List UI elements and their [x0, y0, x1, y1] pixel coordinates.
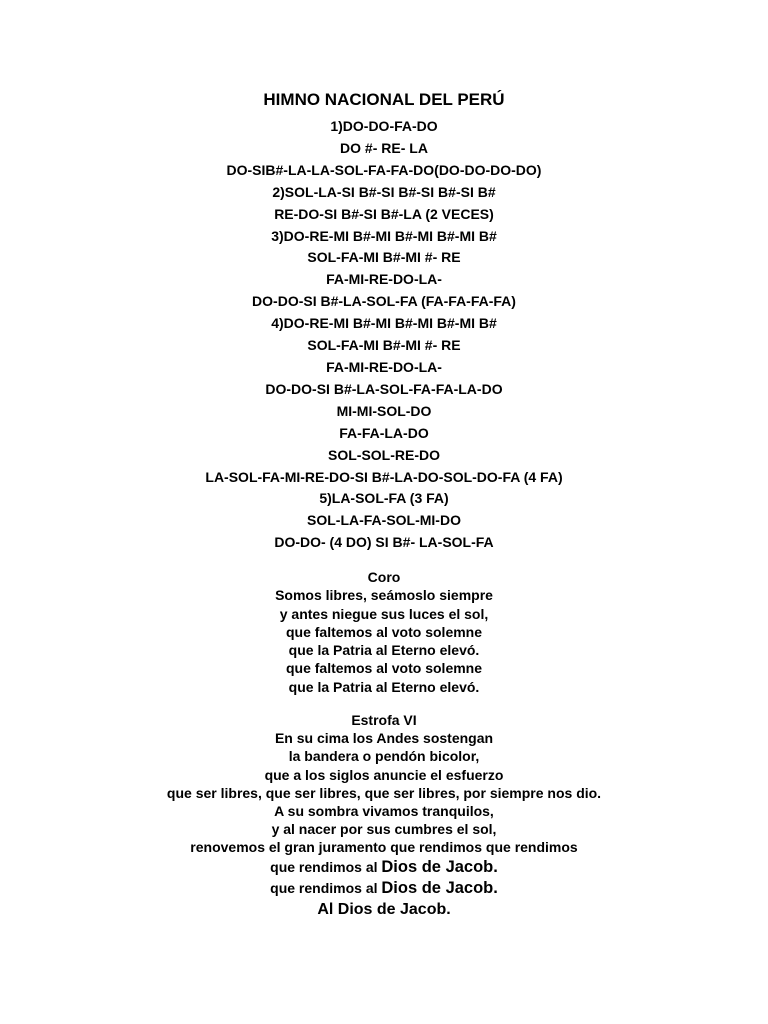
stanza-line: la bandera o pendón bicolor,: [288, 748, 480, 765]
notes-line: 5)LA-SOL-FA (3 FA): [319, 490, 449, 507]
page-title: HIMNO NACIONAL DEL PERÚ: [263, 90, 505, 109]
notes-line: SOL-LA-FA-SOL-MI-DO: [307, 512, 461, 529]
closing-prefix: que rendimos al: [270, 858, 382, 875]
notes-line: DO-DO- (4 DO) SI B#- LA-SOL-FA: [274, 534, 494, 551]
closing-emphasis: Dios de Jacob.: [381, 878, 498, 897]
chorus-line: que faltemos al voto solemne: [285, 623, 483, 640]
notes-line: FA-MI-RE-DO-LA-: [326, 271, 442, 288]
notes-line: 2)SOL-LA-SI B#-SI B#-SI B#-SI B#: [272, 183, 496, 200]
chorus-line: y antes niegue sus luces el sol,: [279, 605, 489, 622]
notes-line: SOL-SOL-RE-DO: [328, 446, 440, 463]
stanza-closing-line: [0, 857, 768, 878]
closing-prefix: que rendimos al: [270, 879, 382, 896]
chorus-line: que la Patria al Eterno elevó.: [288, 678, 480, 695]
chorus-line: que la Patria al Eterno elevó.: [288, 642, 480, 659]
stanza-line: que ser libres, que ser libres, que ser libres, por siempre nos dio.: [166, 784, 602, 801]
notes-line: DO #- RE- LA: [340, 139, 428, 156]
chorus-line: Somos libres, seámoslo siempre: [275, 587, 493, 604]
chorus-section: [0, 568, 768, 696]
notes-line: MI-MI-SOL-DO: [336, 402, 432, 419]
musical-notes-block: [0, 116, 768, 554]
notes-line: SOL-FA-MI B#-MI #- RE: [307, 337, 461, 354]
notes-line: LA-SOL-FA-MI-RE-DO-SI B#-LA-DO-SOL-DO-FA (4 FA): [205, 468, 563, 485]
notes-line: FA-MI-RE-DO-LA-: [326, 358, 442, 375]
stanza-line: A su sombra vivamos tranquilos,: [274, 803, 494, 820]
notes-line: DO-DO-SI B#-LA-SOL-FA-FA-LA-DO: [265, 380, 503, 397]
notes-line: SOL-FA-MI B#-MI #- RE: [307, 249, 461, 266]
stanza-line: renovemos el gran juramento que rendimos que rendimos: [190, 839, 578, 856]
chorus-line: que faltemos al voto solemne: [285, 660, 483, 677]
notes-line: DO-SIB#-LA-LA-SOL-FA-FA-DO(DO-DO-DO-DO): [226, 161, 542, 178]
stanza-line: y al nacer por sus cumbres el sol,: [271, 821, 497, 838]
notes-line: 4)DO-RE-MI B#-MI B#-MI B#-MI B#: [271, 315, 497, 332]
stanza-line: que a los siglos anuncie el esfuerzo: [264, 766, 504, 783]
stanza-final-line: Al Dios de Jacob.: [317, 900, 451, 918]
notes-line: FA-FA-LA-DO: [339, 424, 429, 441]
stanza-closing-line: [0, 878, 768, 899]
closing-emphasis: Dios de Jacob.: [381, 857, 498, 876]
notes-line: RE-DO-SI B#-SI B#-LA (2 VECES): [274, 205, 494, 222]
stanza-line: En su cima los Andes sostengan: [274, 730, 494, 747]
stanza-section: [0, 711, 768, 921]
notes-line: 3)DO-RE-MI B#-MI B#-MI B#-MI B#: [271, 227, 497, 244]
stanza-heading: Estrofa VI: [351, 712, 417, 728]
chorus-heading: Coro: [367, 569, 401, 585]
notes-line: 1)DO-DO-FA-DO: [330, 118, 438, 134]
notes-line: DO-DO-SI B#-LA-SOL-FA (FA-FA-FA-FA): [252, 293, 516, 310]
